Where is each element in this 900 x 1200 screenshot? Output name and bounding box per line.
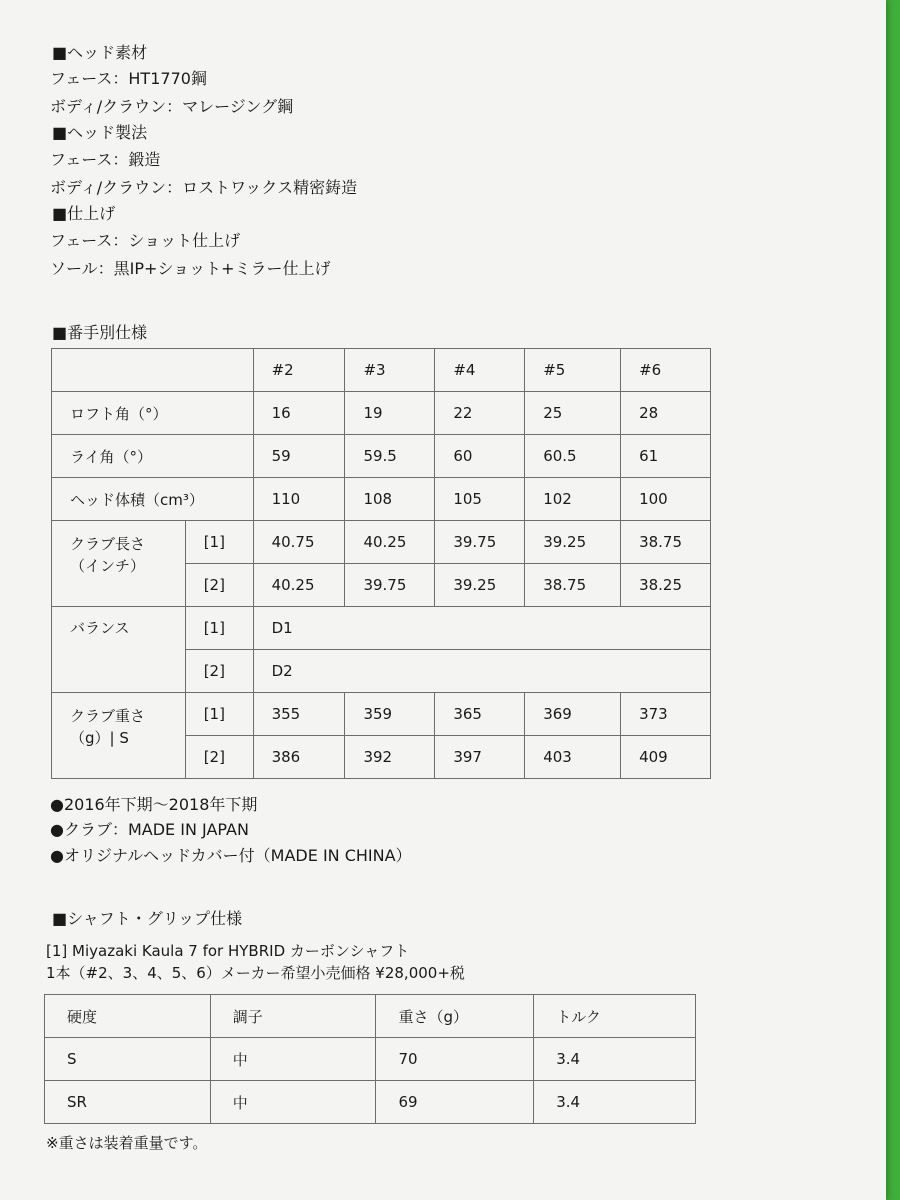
length-unit: （インチ）: [70, 557, 146, 575]
table-row: [52, 435, 711, 478]
header-empty-cell: [52, 349, 254, 392]
table-cell: 59: [253, 435, 345, 478]
table-cell: 355: [253, 693, 345, 736]
table-cell: 40.25: [345, 521, 435, 564]
column-header: 重さ（g）: [376, 995, 534, 1038]
shaft-heading: ■シャフト・グリップ仕様: [52, 909, 243, 928]
table-row: [52, 521, 711, 564]
table-cell: S: [45, 1038, 211, 1081]
table-row: [52, 349, 711, 392]
table-row: [45, 995, 696, 1038]
head-material-face: フェース：HT1770鋼: [50, 69, 207, 88]
table-cell: 373: [621, 693, 711, 736]
table-cell: 403: [525, 736, 621, 779]
row-label: ライ角（°）: [52, 435, 254, 478]
variant-tag: [1]: [185, 693, 253, 736]
bullet-period: ●2016年下期～2018年下期: [50, 795, 258, 814]
table-cell: 110: [253, 478, 345, 521]
table-row: [52, 478, 711, 521]
table-cell: 70: [376, 1038, 534, 1081]
table-cell: 19: [345, 392, 435, 435]
table-row: [52, 607, 711, 650]
table-cell: 39.75: [345, 564, 435, 607]
variant-tag: [2]: [185, 564, 253, 607]
weight-label-cell: [52, 693, 186, 779]
variant-tag: [1]: [185, 607, 253, 650]
table-cell: D2: [253, 650, 710, 693]
table-cell: 16: [253, 392, 345, 435]
club-number-header: #2: [253, 349, 345, 392]
column-header: トルク: [534, 995, 696, 1038]
weight-unit: （g）| S: [70, 729, 129, 747]
variant-tag: [2]: [185, 736, 253, 779]
table-cell: 40.25: [253, 564, 345, 607]
table-cell: 59.5: [345, 435, 435, 478]
club-number-header: #3: [345, 349, 435, 392]
length-label-cell: [52, 521, 186, 607]
table-cell: 3.4: [534, 1081, 696, 1124]
spec-heading: ■番手別仕様: [52, 323, 148, 342]
head-material-body: ボディ/クラウン：マレージング鋼: [50, 97, 294, 116]
spec-table: [51, 348, 711, 779]
table-cell: 359: [345, 693, 435, 736]
column-header: 調子: [210, 995, 376, 1038]
footnote: ※重さは装着重量です。: [46, 1134, 208, 1152]
shaft-price: 1本（#2、3、4、5、6）メーカー希望小売価格 ¥28,000+税: [46, 964, 465, 982]
table-row: [45, 1038, 696, 1081]
row-label: ロフト角（°）: [52, 392, 254, 435]
table-cell: 38.25: [621, 564, 711, 607]
table-cell: SR: [45, 1081, 211, 1124]
club-number-header: #4: [435, 349, 525, 392]
table-cell: 69: [376, 1081, 534, 1124]
table-cell: 105: [435, 478, 525, 521]
column-header: 硬度: [45, 995, 211, 1038]
table-cell: 100: [621, 478, 711, 521]
balance-label: バランス: [52, 607, 186, 693]
bullet-made-in: ●クラブ：MADE IN JAPAN: [50, 820, 249, 839]
finish-heading: ■仕上げ: [52, 204, 116, 223]
table-cell: 392: [345, 736, 435, 779]
table-cell: 39.25: [435, 564, 525, 607]
club-number-header: #5: [525, 349, 621, 392]
table-cell: 3.4: [534, 1038, 696, 1081]
head-process-face: フェース：鍛造: [50, 150, 161, 169]
table-cell: 369: [525, 693, 621, 736]
table-cell: 61: [621, 435, 711, 478]
table-row: [52, 392, 711, 435]
table-row: [52, 693, 711, 736]
head-material-heading: ■ヘッド素材: [52, 43, 148, 62]
row-label: ヘッド体積（cm³）: [52, 478, 254, 521]
table-cell: 39.25: [525, 521, 621, 564]
weight-label: クラブ重さ: [70, 707, 146, 725]
table-cell: 60: [435, 435, 525, 478]
variant-tag: [2]: [185, 650, 253, 693]
length-label: クラブ長さ: [70, 535, 146, 553]
table-cell: 60.5: [525, 435, 621, 478]
finish-sole: ソール：黒IP+ショット+ミラー仕上げ: [50, 259, 331, 278]
table-cell: 22: [435, 392, 525, 435]
table-cell: 365: [435, 693, 525, 736]
shaft-name: [1] Miyazaki Kaula 7 for HYBRID カーボンシャフト: [46, 942, 410, 960]
table-cell: 102: [525, 478, 621, 521]
club-number-header: #6: [621, 349, 711, 392]
table-cell: 409: [621, 736, 711, 779]
table-cell: 28: [621, 392, 711, 435]
table-cell: 38.75: [621, 521, 711, 564]
table-row: [45, 1081, 696, 1124]
table-cell: 386: [253, 736, 345, 779]
variant-tag: [1]: [185, 521, 253, 564]
bullet-headcover: ●オリジナルヘッドカバー付（MADE IN CHINA）: [50, 846, 412, 865]
table-cell: D1: [253, 607, 710, 650]
table-cell: 108: [345, 478, 435, 521]
table-cell: 中: [210, 1038, 376, 1081]
table-cell: 40.75: [253, 521, 345, 564]
finish-face: フェース：ショット仕上げ: [50, 231, 241, 250]
head-process-heading: ■ヘッド製法: [52, 123, 148, 142]
table-cell: 39.75: [435, 521, 525, 564]
shaft-table: [44, 994, 696, 1124]
table-cell: 25: [525, 392, 621, 435]
table-cell: 397: [435, 736, 525, 779]
head-process-body: ボディ/クラウン：ロストワックス精密鋳造: [50, 178, 358, 197]
table-cell: 中: [210, 1081, 376, 1124]
table-cell: 38.75: [525, 564, 621, 607]
